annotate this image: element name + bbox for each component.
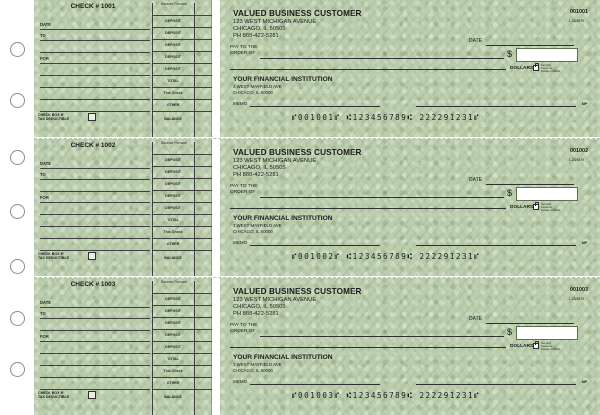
stub-other-row: OTHER: [152, 238, 212, 250]
stub-line: [40, 238, 150, 239]
check-number: 001001: [570, 9, 588, 15]
stub-to-line: [40, 179, 150, 180]
stub-balance-label: BALANCE: [164, 256, 182, 260]
perforation-line: [34, 138, 600, 139]
stub-deposit-row: DEPOSIT: [152, 190, 212, 202]
punch-hole-icon: [10, 150, 25, 165]
stub-deposit-row: DEPOSIT: [152, 27, 212, 39]
stub-deposit-row: DEPOSIT: [152, 166, 212, 178]
security-features-text: Security Features Details on Back: [541, 341, 561, 351]
stub-tax-deductible-label: CHECK BOX IF TAX DEDUCTIBLE: [38, 113, 70, 122]
pay-to-label: PAY TO THE ORDER OF: [230, 184, 258, 195]
bank-address-line1: 3 WEST MAYFIELD AVE: [233, 84, 282, 89]
check-number: 001002: [570, 148, 588, 154]
mp-label: MP: [582, 102, 588, 106]
check-body: [220, 278, 600, 415]
date-field[interactable]: [486, 323, 574, 324]
check-body: [220, 0, 600, 137]
signature-field[interactable]: [416, 245, 576, 246]
bank-address-line2: CHICAGO, IL 60000: [233, 229, 273, 234]
stub-for-label: FOR: [40, 195, 49, 200]
check-number: 001003: [570, 287, 588, 293]
binder-margin: [0, 0, 34, 415]
check-stub: [34, 278, 212, 415]
stub-tax-deductible-label: CHECK BOX IF TAX DEDUCTIBLE: [38, 252, 70, 261]
amount-field[interactable]: [516, 48, 578, 62]
check-stub: [34, 0, 212, 137]
mp-label: MP: [582, 380, 588, 384]
check-body: [220, 139, 600, 276]
dollars-label: DOLLARS: [510, 66, 534, 71]
stub-this-check-row: This Check: [152, 87, 212, 99]
amount-field[interactable]: [516, 326, 578, 340]
date-field[interactable]: [486, 184, 574, 185]
routing-fraction: 1-23/4879: [568, 19, 584, 23]
perforation-line: [34, 277, 600, 278]
stub-deposit-row: DEPOSIT: [152, 202, 212, 214]
stub-line: [40, 75, 150, 76]
stub-col-divider: [194, 3, 195, 137]
punch-hole-icon: [10, 362, 25, 377]
business-name: VALUED BUSINESS CUSTOMER: [233, 148, 362, 157]
stub-line: [40, 389, 150, 390]
stub-total-row: TOTAL: [152, 75, 212, 87]
business-address-line2: CHICAGO, IL 50505: [233, 304, 286, 310]
security-features-text: Security Features Details on Back: [541, 63, 561, 73]
date-label: DATE: [469, 177, 482, 183]
business-phone: PH 888-422-5281: [233, 172, 279, 178]
stub-deposit-row: DEPOSIT: [152, 63, 212, 75]
stub-line: [40, 353, 150, 354]
memo-field[interactable]: [250, 106, 380, 107]
business-phone: PH 888-422-5281: [233, 33, 279, 39]
date-label: DATE: [469, 316, 482, 322]
dollars-label: DOLLARS: [510, 344, 534, 349]
stub-tax-deductible-label: CHECK BOX IF TAX DEDUCTIBLE: [38, 391, 70, 400]
stub-balance-label: BALANCE: [164, 395, 182, 399]
stub-to-label: TO: [40, 311, 46, 316]
stub-line: [40, 365, 150, 366]
punch-hole-icon: [10, 42, 25, 57]
stub-total-row: TOTAL: [152, 214, 212, 226]
stub-for-label: FOR: [40, 56, 49, 61]
stub-check-number: CHECK # 1002: [70, 142, 116, 149]
business-phone: PH 888-422-5281: [233, 311, 279, 317]
date-label: DATE: [469, 38, 482, 44]
stub-line: [40, 250, 150, 251]
stub-date-label: DATE: [40, 22, 52, 27]
stub-to-line-2: [40, 52, 150, 53]
amount-field[interactable]: [516, 187, 578, 201]
punch-hole-icon: [10, 311, 25, 326]
tax-deductible-checkbox[interactable]: [88, 252, 96, 260]
stub-line: [40, 111, 150, 112]
memo-label: MEMO: [233, 101, 248, 106]
stub-date-line: [40, 307, 150, 308]
check-sheet: [34, 0, 600, 415]
stub-deposit-row: DEPOSIT: [152, 178, 212, 190]
stub-deposit-row: DEPOSIT: [152, 305, 212, 317]
amount-words-field[interactable]: [230, 208, 506, 209]
stub-balance-forward-header: Balance Forward: [161, 2, 187, 6]
stub-check-number: CHECK # 1001: [70, 3, 116, 10]
dollar-sign: $: [507, 49, 513, 59]
stub-to-label: TO: [40, 172, 46, 177]
stub-line: [40, 87, 150, 88]
punch-hole-icon: [10, 259, 25, 274]
stub-to-label: TO: [40, 33, 46, 38]
memo-label: MEMO: [233, 379, 248, 384]
stub-deposit-row: DEPOSIT: [152, 51, 212, 63]
stub-other-row: OTHER: [152, 377, 212, 389]
check-row: [34, 0, 600, 137]
security-lock-icon: [533, 343, 539, 349]
micr-line: ⑈001002⑈ ⑆123456789⑆ 222291231⑈: [292, 252, 481, 261]
business-address-line2: CHICAGO, IL 50505: [233, 165, 286, 171]
bank-name: YOUR FINANCIAL INSTITUTION: [233, 354, 333, 361]
stub-to-line: [40, 318, 150, 319]
stub-balance-forward-header: Balance Forward: [161, 141, 187, 145]
memo-label: MEMO: [233, 240, 248, 245]
stub-date-label: DATE: [40, 161, 52, 166]
payee-field[interactable]: [260, 336, 504, 337]
bank-address-line2: CHICAGO, IL 60000: [233, 90, 273, 95]
stub-other-row: OTHER: [152, 99, 212, 111]
stub-balance-forward-header: Balance Forward: [161, 280, 187, 284]
business-name: VALUED BUSINESS CUSTOMER: [233, 287, 362, 296]
bank-address-line2: CHICAGO, IL 60000: [233, 368, 273, 373]
stub-col-divider: [194, 142, 195, 276]
stub-deposit-row: DEPOSIT: [152, 39, 212, 51]
bank-name: YOUR FINANCIAL INSTITUTION: [233, 76, 333, 83]
punch-hole-icon: [10, 93, 25, 108]
stub-this-check-row: This Check: [152, 365, 212, 377]
micr-line: ⑈001003⑈ ⑆123456789⑆ 222291231⑈: [292, 391, 481, 400]
stub-deposit-row: DEPOSIT: [152, 293, 212, 305]
business-address-line1: 123 WEST MICHIGAN AVENUE: [233, 19, 317, 25]
signature-field[interactable]: [416, 384, 576, 385]
memo-field[interactable]: [250, 384, 380, 385]
stub-this-check-row: This Check: [152, 226, 212, 238]
business-name: VALUED BUSINESS CUSTOMER: [233, 9, 362, 18]
stub-deposit-row: DEPOSIT: [152, 15, 212, 27]
security-lock-icon: [533, 204, 539, 210]
business-address-line2: CHICAGO, IL 50505: [233, 26, 286, 32]
dollar-sign: $: [507, 327, 513, 337]
check-row: [34, 139, 600, 276]
stub-deposit-row: DEPOSIT: [152, 329, 212, 341]
bank-address-line1: 3 WEST MAYFIELD AVE: [233, 362, 282, 367]
mp-label: MP: [582, 241, 588, 245]
stub-line: [40, 377, 150, 378]
stub-for-line: [40, 202, 150, 203]
routing-fraction: 1-23/4879: [568, 297, 584, 301]
amount-words-field[interactable]: [230, 69, 506, 70]
security-lock-icon: [533, 65, 539, 71]
stub-for-line: [40, 341, 150, 342]
bank-name: YOUR FINANCIAL INSTITUTION: [233, 215, 333, 222]
routing-fraction: 1-23/4879: [568, 158, 584, 162]
check-row: [34, 278, 600, 415]
punch-hole-icon: [10, 204, 25, 219]
stub-date-line: [40, 168, 150, 169]
security-features-text: Security Features Details on Back: [541, 202, 561, 212]
dollar-sign: $: [507, 188, 513, 198]
stub-date-line: [40, 29, 150, 30]
stub-col-divider: [194, 281, 195, 415]
check-stub: [34, 139, 212, 276]
stub-check-number: CHECK # 1003: [70, 281, 116, 288]
stub-line: [40, 214, 150, 215]
stub-total-row: TOTAL: [152, 353, 212, 365]
dollars-label: DOLLARS: [510, 205, 534, 210]
stub-deposit-row: DEPOSIT: [152, 317, 212, 329]
business-address-line1: 123 WEST MICHIGAN AVENUE: [233, 297, 317, 303]
stub-line: [40, 226, 150, 227]
amount-words-field[interactable]: [230, 347, 506, 348]
business-address-line1: 123 WEST MICHIGAN AVENUE: [233, 158, 317, 164]
date-field[interactable]: [486, 45, 574, 46]
signature-field[interactable]: [416, 106, 576, 107]
stub-for-label: FOR: [40, 334, 49, 339]
payee-field[interactable]: [260, 197, 504, 198]
stub-to-line-2: [40, 191, 150, 192]
stub-deposit-row: DEPOSIT: [152, 154, 212, 166]
stub-date-label: DATE: [40, 300, 52, 305]
payee-field[interactable]: [260, 58, 504, 59]
memo-field[interactable]: [250, 245, 380, 246]
stub-to-line: [40, 40, 150, 41]
stub-to-line-2: [40, 330, 150, 331]
bank-address-line1: 3 WEST MAYFIELD AVE: [233, 223, 282, 228]
stub-balance-label: BALANCE: [164, 117, 182, 121]
stub-for-line: [40, 63, 150, 64]
stub-deposit-row: DEPOSIT: [152, 341, 212, 353]
stub-line: [40, 99, 150, 100]
tax-deductible-checkbox[interactable]: [88, 391, 96, 399]
micr-line: ⑈001001⑈ ⑆123456789⑆ 222291231⑈: [292, 113, 481, 122]
pay-to-label: PAY TO THE ORDER OF: [230, 323, 258, 334]
tax-deductible-checkbox[interactable]: [88, 113, 96, 121]
pay-to-label: PAY TO THE ORDER OF: [230, 45, 258, 56]
